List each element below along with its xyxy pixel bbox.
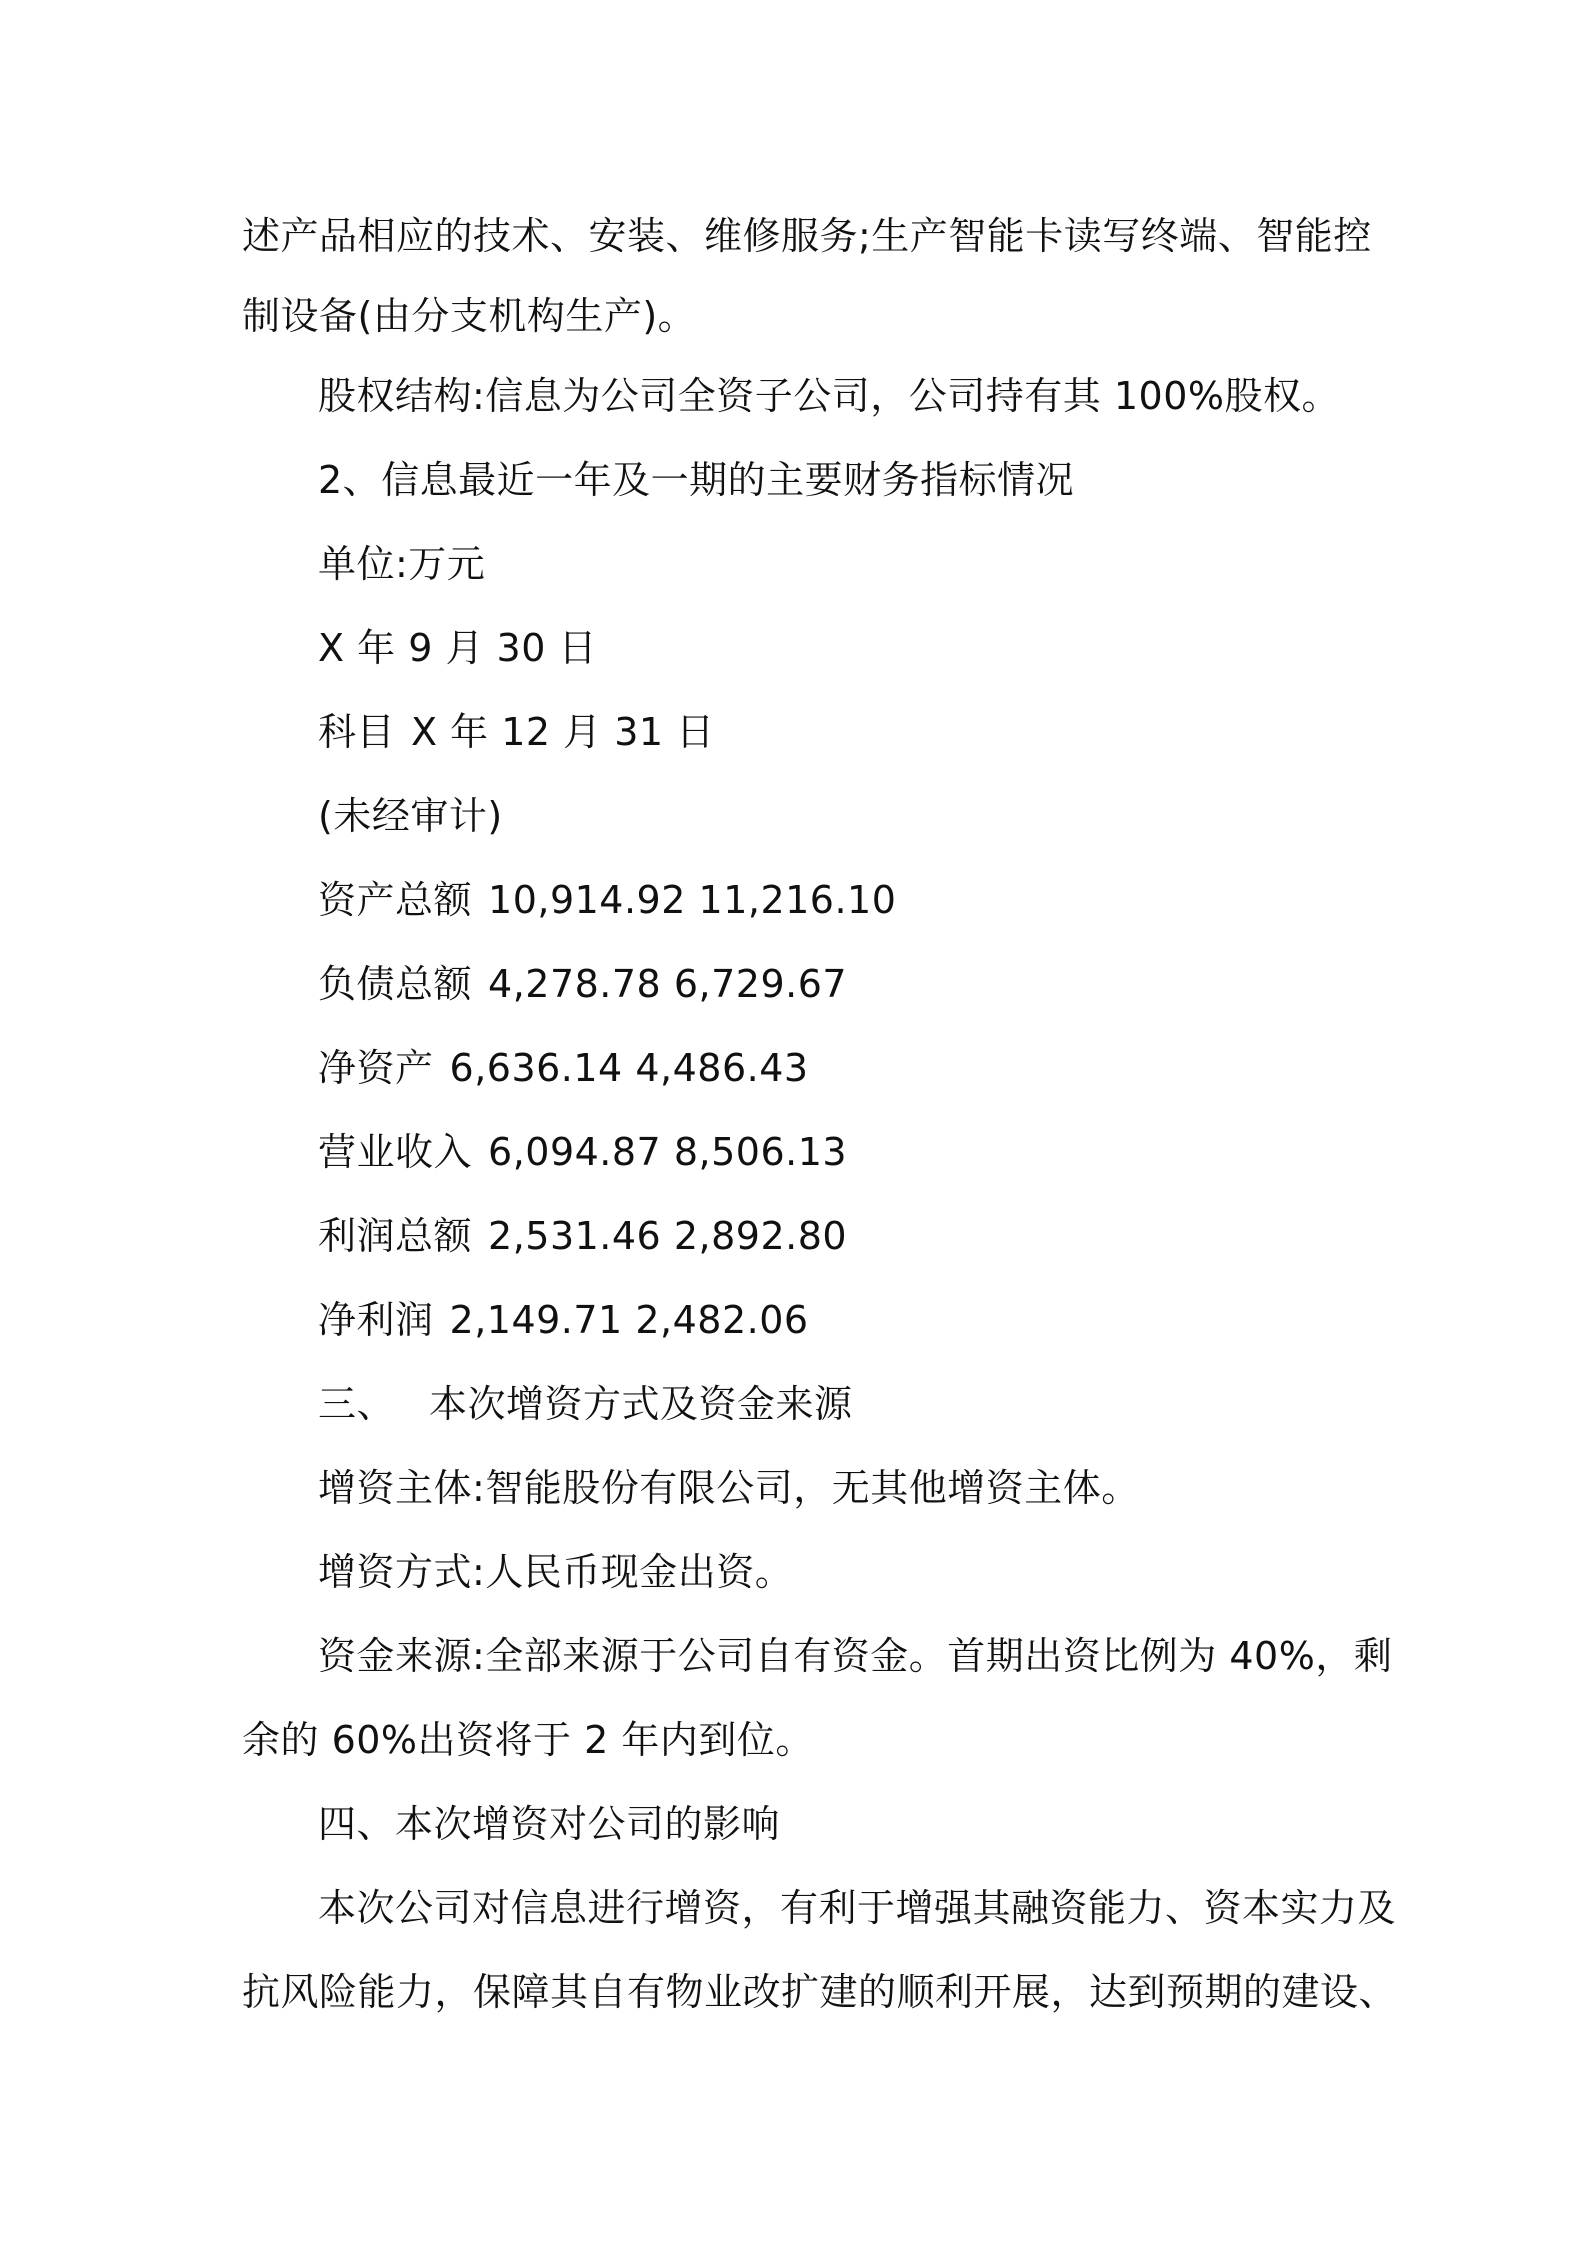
paragraph-line: 增资主体:智能股份有限公司，无其他增资主体。 [318,1466,1140,1510]
row-value-1: 2,531.46 [488,1214,662,1258]
row-label: 负债总额 [318,962,473,1006]
row-value-1: 6,636.14 [449,1046,623,1090]
paragraph-line: 本次公司对信息进行增资，有利于增强其融资能力、资本实力及 [318,1886,1397,1930]
paragraph-line: 制设备(由分支机构生产)。 [242,294,697,338]
row-label: 利润总额 [318,1214,473,1258]
paragraph-line: 资金来源:全部来源于公司自有资金。首期出资比例为 40%，剩 [318,1634,1393,1678]
section-number: 三、 [318,1382,396,1426]
section-heading-financials: 2、信息最近一年及一期的主要财务指标情况 [318,458,1075,502]
table-row [318,960,1438,1008]
table-row [318,876,1438,924]
table-row [318,1128,1438,1176]
paragraph-line: 余的 60%出资将于 2 年内到位。 [242,1718,814,1762]
row-label: 营业收入 [318,1130,473,1174]
date-line-sep30: X 年 9 月 30 日 [318,626,597,670]
table-header-row [318,708,1438,756]
unit-line: 单位:万元 [318,542,486,586]
unaudited-note: (未经审计) [318,794,503,838]
row-value-2: 11,216.10 [698,878,897,922]
table-row [318,1212,1438,1260]
table-header-subject: 科目 [318,710,396,754]
row-label: 净利润 [318,1298,434,1342]
table-header-date-dec31: X 年 12 月 31 日 [411,710,715,754]
paragraph-line: 述产品相应的技术、安装、维修服务;生产智能卡读写终端、智能控 [242,214,1372,258]
row-value-2: 2,482.06 [635,1298,809,1342]
row-value-1: 4,278.78 [488,962,662,1006]
row-value-2: 2,892.80 [673,1214,848,1258]
row-value-2: 4,486.43 [635,1046,809,1090]
section-heading-4: 四、本次增资对公司的影响 [318,1802,781,1846]
row-value-1: 6,094.87 [488,1130,662,1174]
row-value-1: 2,149.71 [449,1298,623,1342]
equity-structure-line: 股权结构:信息为公司全资子公司，公司持有其 100%股权。 [318,374,1341,418]
row-value-2: 8,506.13 [673,1130,848,1174]
table-row [318,1044,1438,1092]
section-title: 本次增资方式及资金来源 [429,1382,853,1426]
row-value-1: 10,914.92 [488,878,686,922]
row-label: 资产总额 [318,878,473,922]
table-row [318,1296,1438,1344]
section-heading-3 [318,1380,1438,1428]
row-value-2: 6,729.67 [673,962,848,1006]
paragraph-line: 抗风险能力，保障其自有物业改扩建的顺利开展，达到预期的建设、 [242,1970,1398,2014]
paragraph-line: 增资方式:人民币现金出资。 [318,1550,794,1594]
row-label: 净资产 [318,1046,434,1090]
